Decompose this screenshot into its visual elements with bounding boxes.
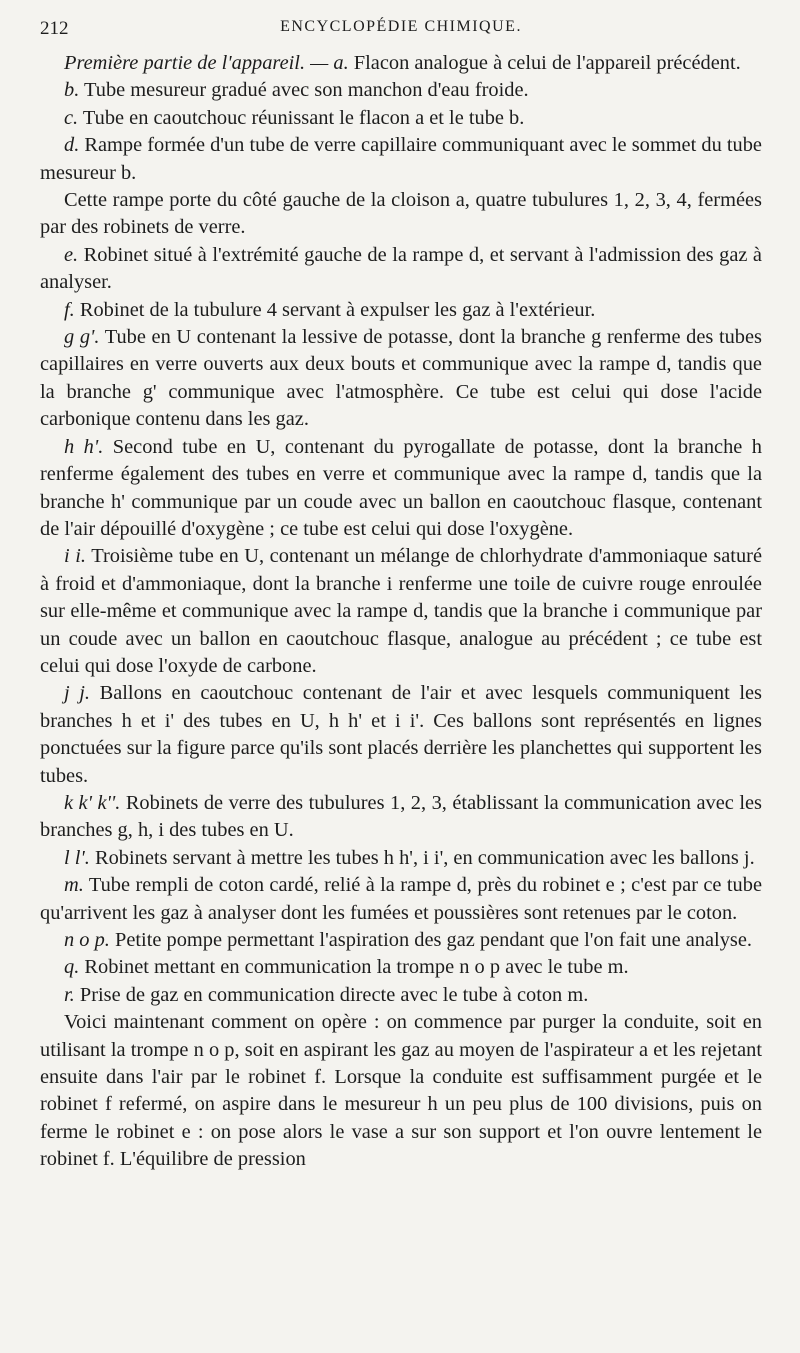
paragraph — [40, 434, 762, 544]
paragraph — [40, 324, 762, 434]
item-text: Rampe formée d'un tube de verre capillaire communiquant avec le sommet du tube mesureur b. — [40, 134, 762, 184]
page-number: 212 — [40, 18, 69, 39]
paragraph — [40, 1009, 762, 1173]
item-lead: f. — [64, 298, 75, 321]
item-lead: m. — [64, 874, 84, 897]
item-lead: d. — [64, 134, 80, 157]
item-text: Robinets de verre des tubulures 1, 2, 3, établissant la communication avec les branches g, h, i des tubes en U. — [40, 791, 762, 842]
paragraph — [40, 50, 762, 77]
paragraph — [40, 927, 762, 954]
page-header — [40, 14, 762, 40]
item-lead: r. — [64, 983, 75, 1006]
item-lead: k k' k''. — [64, 791, 121, 814]
item-lead: q. — [64, 956, 80, 979]
item-text: Ballons en caoutchouc contenant de l'air et avec lesquels communiquent les branches h et i' des tubes en U, h h' et i i'. Ces ballons sont représentés en lignes ponctuées sur la figure parce qu'ils sont placés derrière les planchettes qui supportent les tubes. — [40, 682, 762, 787]
item-lead: e. — [64, 243, 79, 266]
paragraph — [40, 77, 762, 104]
item-text: Cette rampe porte du côté gauche de la cloison a, quatre tubulures 1, 2, 3, 4, fermées par des robinets de verre. — [40, 189, 762, 239]
paragraph — [40, 982, 762, 1009]
item-text: Troisième tube en U, contenant un mélange de chlorhydrate d'ammoniaque saturé à froid et d'ammoniaque, dont la branche i renferme une toile de cuivre rouge enroulée sur elle-même et communique avec la rampe d, tandis que la branche i communique par un coude avec un ballon en caoutchouc flasque, analogue au précédent ; ce tube est celui qui dose l'oxyde de carbone. — [40, 545, 762, 677]
item-lead: j j. — [64, 682, 91, 705]
item-lead: b. — [64, 79, 80, 102]
paragraph — [40, 543, 762, 680]
body-text — [40, 50, 762, 1174]
item-text: Tube en U contenant la lessive de potasse, dont la branche g renferme des tubes capillaires en verre ouverts aux deux bouts et communique avec la rampe d, tandis que la branche g' communique avec l'atmosphère. Ce tube est celui qui dose l'acide carbonique contenu dans les gaz. — [40, 326, 762, 431]
item-text: Flacon analogue à celui de l'appareil précédent. — [348, 52, 741, 74]
item-text: Petite pompe permettant l'aspiration des gaz pendant que l'on fait une analyse. — [109, 929, 752, 951]
paragraph — [40, 242, 762, 297]
item-lead: Première partie de l'appareil. — a. — [64, 52, 349, 74]
paragraph — [40, 872, 762, 927]
paragraph — [40, 680, 762, 790]
paragraph — [40, 790, 762, 845]
item-lead: n o p. — [64, 929, 110, 951]
item-text: Tube en caoutchouc réunissant le flacon a et le tube b. — [78, 106, 525, 129]
paragraph — [40, 105, 762, 132]
item-lead: h h'. — [64, 435, 104, 458]
item-lead: i i. — [64, 545, 87, 568]
item-lead: l l'. — [64, 846, 90, 869]
item-text: Voici maintenant comment on opère : on commence par purger la conduite, soit en utilisant la trompe n o p, soit en aspirant les gaz au moyen de l'aspirateur a et les rejetant ensuite dans l'air par le robinet f. Lorsque la conduite est suffisamment purgée et le robinet f refermé, on aspire dans le mesureur h un peu plus de 100 divisions, puis on ferme le robinet e : on pose alors le vase a sur son support et l'on ouvre lentement le robinet f. L'équilibre de pression — [40, 1011, 762, 1171]
item-text: Robinet mettant en communication la trompe n o p avec le tube m. — [79, 956, 629, 979]
paragraph — [40, 132, 762, 187]
paragraph — [40, 187, 762, 242]
item-text: Second tube en U, contenant du pyrogallate de potasse, dont la branche h renferme également des tubes en verre et communique avec la rampe d, tandis que la branche h' communique par un coude avec un ballon en caoutchouc flasque, contenant de l'air dépouillé d'oxygène ; ce tube est celui qui dose l'oxygène. — [40, 435, 763, 540]
item-text: Robinet de la tubulure 4 servant à expulser les gaz à l'extérieur. — [74, 298, 596, 321]
running-title: ENCYCLOPÉDIE CHIMIQUE. — [280, 18, 522, 35]
item-text: Tube mesureur gradué avec son manchon d'eau froide. — [79, 79, 529, 102]
item-text: Tube rempli de coton cardé, relié à la rampe d, près du robinet e ; c'est par ce tube qu'arrivent les gaz à analyser dont les fumées et poussières sont retenues par le coton. — [40, 874, 762, 924]
item-lead: c. — [64, 106, 79, 129]
item-text: Robinet situé à l'extrémité gauche de la rampe d, et servant à l'admission des gaz à analyser. — [40, 243, 762, 294]
item-lead: g g'. — [64, 326, 100, 349]
paragraph — [40, 297, 762, 324]
item-text: Robinets servant à mettre les tubes h h', i i', en communication avec les ballons j. — [89, 846, 755, 869]
paragraph — [40, 954, 762, 981]
paragraph — [40, 845, 762, 872]
item-text: Prise de gaz en communication directe avec le tube à coton m. — [74, 983, 589, 1006]
